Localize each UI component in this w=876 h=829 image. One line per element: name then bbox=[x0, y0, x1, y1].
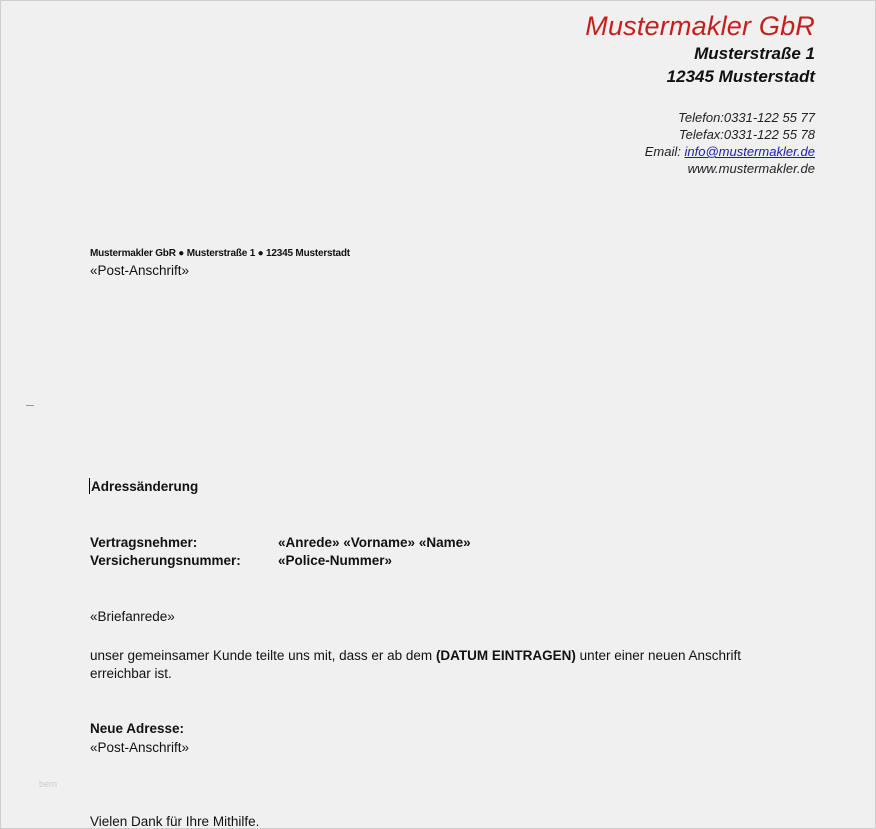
text-cursor bbox=[89, 478, 90, 494]
policy-value: «Police-Nummer» bbox=[278, 553, 393, 568]
watermark: bern bbox=[39, 779, 58, 789]
body-paragraph bbox=[90, 647, 800, 683]
policy-label: Versicherungsnummer: bbox=[90, 553, 241, 568]
new-address-label: Neue Adresse: bbox=[90, 721, 185, 736]
date-placeholder: (DATUM EINTRAGEN) bbox=[435, 648, 576, 663]
new-address-value: «Post-Anschrift» bbox=[90, 740, 190, 755]
recipient-address: «Post-Anschrift» bbox=[90, 263, 190, 278]
salutation: «Briefanrede» bbox=[90, 609, 175, 624]
company-email-line bbox=[645, 144, 815, 159]
subject-heading[interactable]: Adressänderung bbox=[91, 479, 199, 494]
company-city: 12345 Musterstadt bbox=[666, 67, 815, 86]
fold-mark bbox=[26, 405, 34, 406]
company-website: www.mustermakler.de bbox=[687, 161, 815, 176]
company-fax: Telefax:0331-122 55 78 bbox=[678, 127, 815, 142]
email-label: Email: bbox=[644, 144, 681, 159]
contract-holder-value: «Anrede» «Vorname» «Name» bbox=[278, 535, 471, 550]
email-link[interactable]: info@mustermakler.de bbox=[684, 144, 815, 159]
body-text-before: unser gemeinsamer Kunde teilte uns mit, dass er ab dem bbox=[90, 648, 436, 663]
closing-line: Vielen Dank für Ihre Mithilfe. bbox=[90, 814, 260, 829]
contract-holder-label: Vertragsnehmer: bbox=[90, 535, 198, 550]
company-street: Musterstraße 1 bbox=[694, 44, 815, 63]
sender-line: Mustermakler GbR ● Musterstraße 1 ● 12345 Musterstadt bbox=[90, 248, 350, 259]
company-name: Mustermakler GbR bbox=[585, 11, 815, 41]
body-text-after: unter einer neuen Anschrift erreichbar ist. bbox=[90, 648, 742, 681]
company-phone: Telefon:0331-122 55 77 bbox=[678, 110, 815, 125]
